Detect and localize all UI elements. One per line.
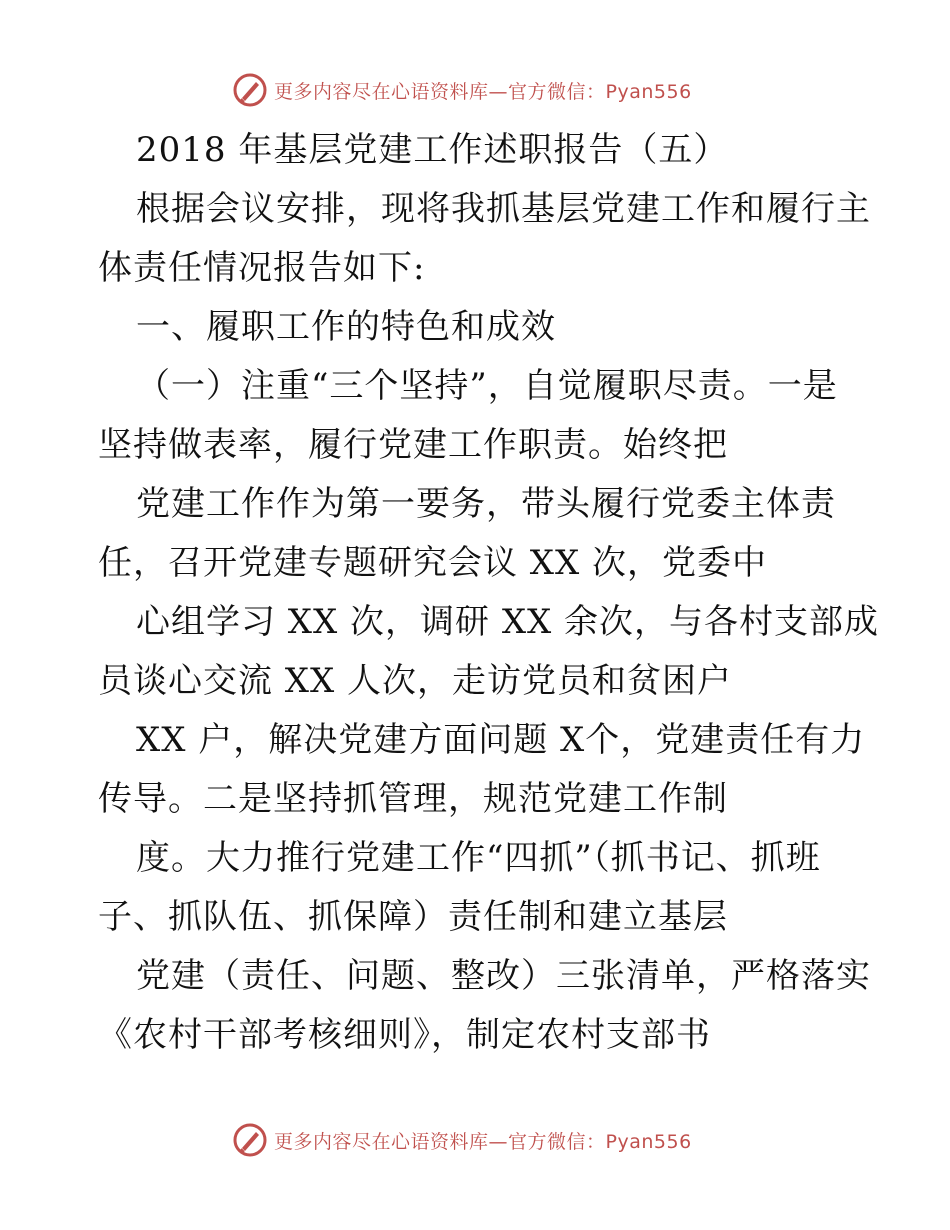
document-title: 2018 年基层党建工作述职报告（五） [136,130,729,170]
paragraph-line: 传导。二是坚持抓管理，规范党建工作制 [98,779,728,819]
watermark-text: 更多内容尽在心语资料库—官方微信：Pyan556 [274,80,692,103]
paragraph-line: 党建（责任、问题、整改）三张清单，严格落实 [136,956,871,996]
paragraph-line: 坚持做表率，履行党建工作职责。始终把 [98,425,728,465]
paragraph-line: 《农村干部考核细则》，制定农村支部书 [98,1015,711,1055]
watermark-text: 更多内容尽在心语资料库—官方微信：Pyan556 [274,1130,692,1153]
paragraph-line: 度。大力推行党建工作“四抓”（抓书记、抓班 [136,838,821,878]
footer-watermark [232,1122,692,1158]
paragraph-line: 党建工作作为第一要务，带头履行党委主体责 [136,484,836,524]
paragraph-line: 体责任情况报告如下: [98,248,426,288]
paragraph-line: 子、抓队伍、抓保障）责任制和建立基层 [98,897,728,937]
paragraph-line: 心组学习 XX 次，调研 XX 余次，与各村支部成 [136,602,880,642]
paragraph-line: 员谈心交流 XX 人次，走访党员和贫困户 [98,661,733,701]
pen-logo-icon [232,1122,268,1158]
paragraph-line: （一）注重“三个坚持”，自觉履职尽责。一是 [136,366,838,406]
pen-logo-icon [232,72,268,108]
paragraph-line: 任，召开党建专题研究会议 XX 次，党委中 [98,543,768,583]
paragraph-line: 根据会议安排，现将我抓基层党建工作和履行主 [136,189,871,229]
section-heading: 一、履职工作的特色和成效 [136,307,556,347]
paragraph-line: XX 户，解决党建方面问题 X个，党建责任有力 [136,720,866,760]
header-watermark [232,72,692,108]
